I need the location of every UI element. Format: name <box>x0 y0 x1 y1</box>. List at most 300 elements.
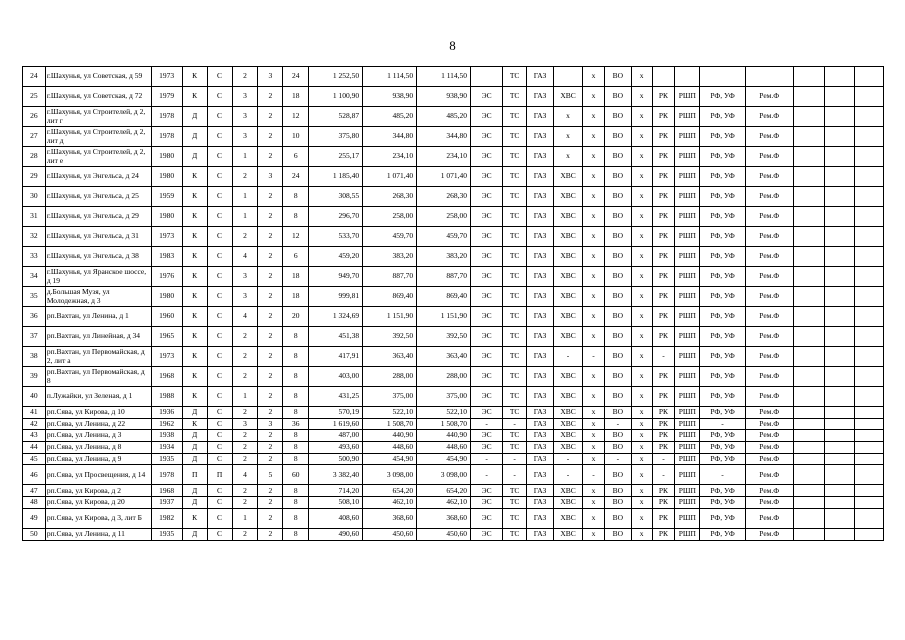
roof-type-cell: С <box>207 497 232 509</box>
empty-cell <box>854 187 883 207</box>
hot-water-cell: х <box>583 387 605 407</box>
living-area-cell: 234,10 <box>363 147 417 167</box>
year-cell: 1983 <box>151 247 182 267</box>
table-row <box>23 528 884 540</box>
elevator-cell: РК <box>652 227 675 247</box>
empty-cell <box>824 407 854 419</box>
year-cell: 1973 <box>151 67 182 87</box>
empty-cell <box>824 147 854 167</box>
year-cell: 1962 <box>151 418 182 430</box>
entrances-cell: 2 <box>232 430 258 442</box>
rshp-cell: РШП <box>675 227 700 247</box>
row-number: 29 <box>23 167 46 187</box>
funds-cell: РФ, УФ <box>700 327 746 347</box>
year-cell: 1935 <box>151 453 182 465</box>
garbage-chute-cell: х <box>631 87 652 107</box>
rshp-cell: РШП <box>675 407 700 419</box>
sewerage-cell: - <box>604 418 631 430</box>
year-cell: 1988 <box>151 387 182 407</box>
table-row <box>23 508 884 528</box>
gas-cell: ГАЗ <box>527 127 554 147</box>
repair-fund-cell: Рем.Ф <box>745 528 793 540</box>
apartments-cell: 20 <box>283 307 309 327</box>
electricity-cell: ЭС <box>471 442 503 454</box>
living-area-cell: 887,70 <box>363 267 417 287</box>
repair-fund-cell: Рем.Ф <box>745 187 793 207</box>
entrances-cell: 2 <box>232 497 258 509</box>
empty-cell <box>824 247 854 267</box>
rshp-cell: РШП <box>675 485 700 497</box>
floors-cell: 2 <box>258 387 283 407</box>
repair-fund-cell: Рем.Ф <box>745 267 793 287</box>
total-area-cell: 500,90 <box>309 453 363 465</box>
garbage-chute-cell: х <box>631 508 652 528</box>
wall-material-cell: Д <box>182 528 207 540</box>
wall-material-cell: Д <box>182 147 207 167</box>
electricity-cell: ЭС <box>471 307 503 327</box>
living-area-cell: 288,00 <box>363 367 417 387</box>
empty-cell <box>824 227 854 247</box>
table-row <box>23 407 884 419</box>
cold-water-cell: ХВС <box>554 87 583 107</box>
year-cell: 1973 <box>151 347 182 367</box>
gas-cell: ГАЗ <box>527 187 554 207</box>
empty-cell <box>793 227 824 247</box>
wall-material-cell: К <box>182 418 207 430</box>
floors-cell: 2 <box>258 187 283 207</box>
cold-water-cell: ХВС <box>554 528 583 540</box>
garbage-chute-cell: х <box>631 497 652 509</box>
apartments-cell: 24 <box>283 167 309 187</box>
floors-cell: 2 <box>258 127 283 147</box>
total-area-cell: 459,20 <box>309 247 363 267</box>
address-cell: рп.Сява, ул Просвещения, д 14 <box>45 465 151 485</box>
cold-water-cell: ХВС <box>554 227 583 247</box>
cold-water-cell: ХВС <box>554 430 583 442</box>
address-cell: г.Шахунья, ул Советская, д 59 <box>45 67 151 87</box>
heating-cell: ТС <box>503 367 527 387</box>
rshp-cell: РШП <box>675 287 700 307</box>
table-row <box>23 497 884 509</box>
gas-cell: ГАЗ <box>527 497 554 509</box>
wall-material-cell: П <box>182 465 207 485</box>
repair-fund-cell: Рем.Ф <box>745 307 793 327</box>
floors-cell: 2 <box>258 307 283 327</box>
residential-area-cell: 288,00 <box>417 367 471 387</box>
apartments-cell: 12 <box>283 107 309 127</box>
row-number: 48 <box>23 497 46 509</box>
hot-water-cell: х <box>583 307 605 327</box>
garbage-chute-cell: х <box>631 367 652 387</box>
living-area-cell: 440,90 <box>363 430 417 442</box>
empty-cell <box>824 485 854 497</box>
empty-cell <box>793 67 824 87</box>
rshp-cell: РШП <box>675 187 700 207</box>
hot-water-cell: х <box>583 430 605 442</box>
hot-water-cell: х <box>583 508 605 528</box>
sewerage-cell: ВО <box>604 497 631 509</box>
entrances-cell: 2 <box>232 407 258 419</box>
row-number: 37 <box>23 327 46 347</box>
garbage-chute-cell: х <box>631 127 652 147</box>
total-area-cell: 1 252,50 <box>309 67 363 87</box>
hot-water-cell: х <box>583 67 605 87</box>
garbage-chute-cell: х <box>631 418 652 430</box>
heating-cell: - <box>503 465 527 485</box>
entrances-cell: 1 <box>232 187 258 207</box>
living-area-cell: 654,20 <box>363 485 417 497</box>
entrances-cell: 3 <box>232 87 258 107</box>
sewerage-cell: ВО <box>604 167 631 187</box>
empty-cell <box>793 307 824 327</box>
empty-cell <box>793 287 824 307</box>
year-cell: 1968 <box>151 485 182 497</box>
empty-cell <box>793 367 824 387</box>
gas-cell: ГАЗ <box>527 67 554 87</box>
gas-cell: ГАЗ <box>527 307 554 327</box>
funds-cell: РФ, УФ <box>700 107 746 127</box>
heating-cell: ТС <box>503 87 527 107</box>
living-area-cell: 392,50 <box>363 327 417 347</box>
heating-cell: ТС <box>503 407 527 419</box>
residential-area-cell: 383,20 <box>417 247 471 267</box>
electricity-cell: ЭС <box>471 347 503 367</box>
repair-fund-cell: Рем.Ф <box>745 327 793 347</box>
empty-cell <box>854 407 883 419</box>
garbage-chute-cell: х <box>631 247 652 267</box>
hot-water-cell: х <box>583 127 605 147</box>
gas-cell: ГАЗ <box>527 387 554 407</box>
rshp-cell: РШП <box>675 387 700 407</box>
empty-cell <box>854 327 883 347</box>
gas-cell: ГАЗ <box>527 327 554 347</box>
entrances-cell: 3 <box>232 127 258 147</box>
repair-fund-cell: Рем.Ф <box>745 418 793 430</box>
heating-cell: ТС <box>503 147 527 167</box>
rshp-cell: РШП <box>675 347 700 367</box>
repair-fund-cell: Рем.Ф <box>745 442 793 454</box>
cold-water-cell: ХВС <box>554 418 583 430</box>
funds-cell: РФ, УФ <box>700 147 746 167</box>
elevator-cell: РК <box>652 508 675 528</box>
wall-material-cell: Д <box>182 107 207 127</box>
funds-cell: РФ, УФ <box>700 508 746 528</box>
empty-cell <box>824 387 854 407</box>
sewerage-cell: ВО <box>604 267 631 287</box>
hot-water-cell: х <box>583 367 605 387</box>
wall-material-cell: К <box>182 247 207 267</box>
elevator-cell: РК <box>652 528 675 540</box>
garbage-chute-cell: х <box>631 407 652 419</box>
gas-cell: ГАЗ <box>527 247 554 267</box>
apartments-cell: 18 <box>283 287 309 307</box>
roof-type-cell: С <box>207 227 232 247</box>
garbage-chute-cell: х <box>631 347 652 367</box>
rshp-cell: РШП <box>675 442 700 454</box>
hot-water-cell: х <box>583 485 605 497</box>
table-row <box>23 485 884 497</box>
total-area-cell: 417,91 <box>309 347 363 367</box>
roof-type-cell: С <box>207 307 232 327</box>
total-area-cell: 999,81 <box>309 287 363 307</box>
electricity-cell: - <box>471 418 503 430</box>
empty-cell <box>824 327 854 347</box>
sewerage-cell: ВО <box>604 287 631 307</box>
heating-cell: ТС <box>503 497 527 509</box>
electricity-cell: ЭС <box>471 107 503 127</box>
gas-cell: ГАЗ <box>527 147 554 167</box>
residential-area-cell: 522,10 <box>417 407 471 419</box>
sewerage-cell: ВО <box>604 430 631 442</box>
apartments-cell: 8 <box>283 367 309 387</box>
apartments-cell: 8 <box>283 442 309 454</box>
electricity-cell: - <box>471 465 503 485</box>
heating-cell: ТС <box>503 247 527 267</box>
floors-cell: 2 <box>258 207 283 227</box>
empty-cell <box>793 267 824 287</box>
empty-cell <box>824 528 854 540</box>
row-number: 30 <box>23 187 46 207</box>
total-area-cell: 403,00 <box>309 367 363 387</box>
floors-cell: 2 <box>258 87 283 107</box>
entrances-cell: 2 <box>232 442 258 454</box>
address-cell: рп.Сява, ул Ленина, д 11 <box>45 528 151 540</box>
elevator-cell: РК <box>652 267 675 287</box>
hot-water-cell: х <box>583 287 605 307</box>
wall-material-cell: К <box>182 327 207 347</box>
residential-area-cell: 485,20 <box>417 107 471 127</box>
garbage-chute-cell: х <box>631 430 652 442</box>
living-area-cell: 3 098,00 <box>363 465 417 485</box>
electricity-cell: ЭС <box>471 87 503 107</box>
elevator-cell: РК <box>652 87 675 107</box>
wall-material-cell: Д <box>182 485 207 497</box>
row-number: 28 <box>23 147 46 167</box>
table-row <box>23 107 884 127</box>
floors-cell: 3 <box>258 67 283 87</box>
total-area-cell: 1 185,40 <box>309 167 363 187</box>
address-cell: рп.Сява, ул Кирова, д 10 <box>45 407 151 419</box>
empty-cell <box>854 367 883 387</box>
entrances-cell: 2 <box>232 167 258 187</box>
heating-cell: ТС <box>503 485 527 497</box>
address-cell: г.Шахунья, ул Советская, д 72 <box>45 87 151 107</box>
living-area-cell: 454,90 <box>363 453 417 465</box>
wall-material-cell: К <box>182 167 207 187</box>
empty-cell <box>824 367 854 387</box>
total-area-cell: 1 619,60 <box>309 418 363 430</box>
living-area-cell: 459,70 <box>363 227 417 247</box>
entrances-cell: 2 <box>232 453 258 465</box>
year-cell: 1937 <box>151 497 182 509</box>
garbage-chute-cell: х <box>631 387 652 407</box>
apartments-cell: 8 <box>283 497 309 509</box>
address-cell: рп.Сява, ул Ленина, д 3 <box>45 430 151 442</box>
heating-cell: ТС <box>503 167 527 187</box>
repair-fund-cell: Рем.Ф <box>745 508 793 528</box>
garbage-chute-cell: х <box>631 327 652 347</box>
apartments-cell: 18 <box>283 87 309 107</box>
residential-area-cell: 1 114,50 <box>417 67 471 87</box>
address-cell: г.Шахунья, ул Яранское шоссе, д 19 <box>45 267 151 287</box>
hot-water-cell: х <box>583 167 605 187</box>
garbage-chute-cell: х <box>631 267 652 287</box>
repair-fund-cell: Рем.Ф <box>745 227 793 247</box>
entrances-cell: 2 <box>232 227 258 247</box>
floors-cell: 2 <box>258 267 283 287</box>
row-number: 49 <box>23 508 46 528</box>
empty-cell <box>793 430 824 442</box>
heating-cell: ТС <box>503 207 527 227</box>
apartments-cell: 8 <box>283 528 309 540</box>
heating-cell: - <box>503 418 527 430</box>
wall-material-cell: К <box>182 347 207 367</box>
residential-area-cell: 1 508,70 <box>417 418 471 430</box>
sewerage-cell: ВО <box>604 442 631 454</box>
sewerage-cell: ВО <box>604 367 631 387</box>
row-number: 47 <box>23 485 46 497</box>
address-cell: рп.Сява, ул Ленина, д 8 <box>45 442 151 454</box>
funds-cell: РФ, УФ <box>700 187 746 207</box>
empty-cell <box>793 387 824 407</box>
electricity-cell: ЭС <box>471 227 503 247</box>
heating-cell: ТС <box>503 267 527 287</box>
empty-cell <box>793 418 824 430</box>
sewerage-cell: ВО <box>604 465 631 485</box>
apartments-cell: 6 <box>283 247 309 267</box>
repair-fund-cell: Рем.Ф <box>745 287 793 307</box>
garbage-chute-cell: х <box>631 287 652 307</box>
gas-cell: ГАЗ <box>527 87 554 107</box>
table-row <box>23 207 884 227</box>
table-row <box>23 307 884 327</box>
rshp-cell: РШП <box>675 418 700 430</box>
gas-cell: ГАЗ <box>527 207 554 227</box>
rshp-cell: РШП <box>675 267 700 287</box>
roof-type-cell: С <box>207 418 232 430</box>
table-row <box>23 87 884 107</box>
cold-water-cell: ХВС <box>554 307 583 327</box>
row-number: 39 <box>23 367 46 387</box>
roof-type-cell: С <box>207 430 232 442</box>
wall-material-cell: Д <box>182 127 207 147</box>
empty-cell <box>824 442 854 454</box>
repair-fund-cell <box>745 67 793 87</box>
cold-water-cell: - <box>554 347 583 367</box>
living-area-cell: 462,10 <box>363 497 417 509</box>
address-cell: г.Шахунья, ул Строителей, д 2, лит д <box>45 127 151 147</box>
roof-type-cell: С <box>207 127 232 147</box>
apartments-cell: 8 <box>283 347 309 367</box>
funds-cell: РФ, УФ <box>700 227 746 247</box>
residential-area-cell: 375,00 <box>417 387 471 407</box>
garbage-chute-cell: х <box>631 307 652 327</box>
hot-water-cell: - <box>583 465 605 485</box>
living-area-cell: 869,40 <box>363 287 417 307</box>
empty-cell <box>854 107 883 127</box>
rshp-cell: РШП <box>675 87 700 107</box>
residential-area-cell: 454,90 <box>417 453 471 465</box>
empty-cell <box>854 418 883 430</box>
funds-cell: - <box>700 418 746 430</box>
apartments-cell: 8 <box>283 508 309 528</box>
living-area-cell: 938,90 <box>363 87 417 107</box>
total-area-cell: 255,17 <box>309 147 363 167</box>
heating-cell: ТС <box>503 387 527 407</box>
sewerage-cell: ВО <box>604 107 631 127</box>
living-area-cell: 375,00 <box>363 387 417 407</box>
roof-type-cell: С <box>207 107 232 127</box>
table-row <box>23 367 884 387</box>
repair-fund-cell: Рем.Ф <box>745 497 793 509</box>
electricity-cell: ЭС <box>471 497 503 509</box>
empty-cell <box>854 387 883 407</box>
row-number: 42 <box>23 418 46 430</box>
address-cell: рп.Сява, ул Кирова, д 20 <box>45 497 151 509</box>
roof-type-cell: С <box>207 485 232 497</box>
year-cell: 1935 <box>151 528 182 540</box>
cold-water-cell: ХВС <box>554 187 583 207</box>
table-row <box>23 247 884 267</box>
living-area-cell: 450,60 <box>363 528 417 540</box>
elevator-cell: РК <box>652 187 675 207</box>
table-row <box>23 167 884 187</box>
residential-area-cell: 268,30 <box>417 187 471 207</box>
empty-cell <box>854 167 883 187</box>
empty-cell <box>854 127 883 147</box>
electricity-cell: ЭС <box>471 407 503 419</box>
electricity-cell: ЭС <box>471 367 503 387</box>
year-cell: 1960 <box>151 307 182 327</box>
cold-water-cell <box>554 67 583 87</box>
elevator-cell: РК <box>652 418 675 430</box>
electricity-cell: ЭС <box>471 387 503 407</box>
funds-cell: РФ, УФ <box>700 387 746 407</box>
repair-fund-cell: Рем.Ф <box>745 207 793 227</box>
cold-water-cell: ХВС <box>554 167 583 187</box>
hot-water-cell: х <box>583 247 605 267</box>
floors-cell: 2 <box>258 227 283 247</box>
funds-cell: РФ, УФ <box>700 247 746 267</box>
wall-material-cell: К <box>182 267 207 287</box>
year-cell: 1936 <box>151 407 182 419</box>
roof-type-cell: С <box>207 442 232 454</box>
repair-fund-cell: Рем.Ф <box>745 147 793 167</box>
address-cell: рп.Вахтан, ул Первомайская, д 2, лит а <box>45 347 151 367</box>
year-cell: 1982 <box>151 508 182 528</box>
row-number: 50 <box>23 528 46 540</box>
heating-cell: ТС <box>503 227 527 247</box>
total-area-cell: 528,87 <box>309 107 363 127</box>
rshp-cell: РШП <box>675 327 700 347</box>
roof-type-cell: С <box>207 528 232 540</box>
gas-cell: ГАЗ <box>527 287 554 307</box>
total-area-cell: 296,70 <box>309 207 363 227</box>
hot-water-cell: х <box>583 267 605 287</box>
living-area-cell: 1 508,70 <box>363 418 417 430</box>
hot-water-cell: х <box>583 327 605 347</box>
empty-cell <box>793 327 824 347</box>
cold-water-cell: ХВС <box>554 327 583 347</box>
row-number: 36 <box>23 307 46 327</box>
roof-type-cell: С <box>207 347 232 367</box>
hot-water-cell: х <box>583 87 605 107</box>
wall-material-cell: К <box>182 387 207 407</box>
heating-cell: ТС <box>503 430 527 442</box>
empty-cell <box>854 67 883 87</box>
table-row <box>23 387 884 407</box>
empty-cell <box>854 207 883 227</box>
